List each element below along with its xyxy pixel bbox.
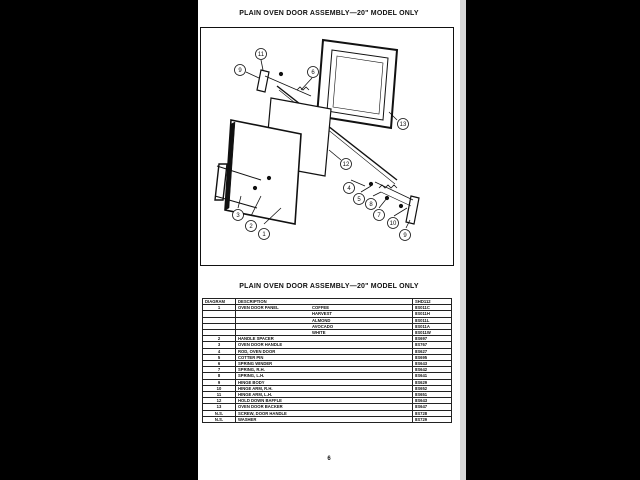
- callout-9-left: [235, 65, 260, 79]
- cell-description: [236, 404, 413, 410]
- description-text: HANDLE SPACER: [238, 336, 274, 342]
- cell-part-number: 8S011W: [413, 330, 452, 336]
- exploded-diagram-frame: [200, 27, 454, 266]
- cell-diagram-number: 7: [203, 367, 236, 373]
- svg-text:7: 7: [377, 213, 381, 220]
- cell-description: [236, 410, 413, 416]
- table-row: [203, 317, 452, 323]
- page-number: 6: [327, 456, 331, 462]
- table-row: [203, 373, 452, 379]
- color-variant: [312, 411, 410, 416]
- cell-description: [236, 392, 413, 398]
- cell-part-number: 8S728: [413, 410, 452, 416]
- callout-9-right: [400, 220, 411, 241]
- header-part-number: SHD112: [413, 299, 452, 305]
- cell-part-number: 8S011H: [413, 311, 452, 317]
- cell-part-number: 8S647: [413, 404, 452, 410]
- cell-description: [236, 354, 413, 360]
- header-diagram: DIAGRAM: [203, 299, 236, 305]
- cell-diagram-number: 10: [203, 385, 236, 391]
- table-row: [203, 330, 452, 336]
- spring: [379, 185, 397, 188]
- cell-description: [236, 361, 413, 367]
- description-text: [238, 324, 312, 329]
- svg-text:9: 9: [403, 233, 407, 240]
- cell-part-number: 8S729: [413, 416, 452, 422]
- description-text: [238, 311, 312, 316]
- hinge-arm-lh: [257, 70, 269, 92]
- description-text: SPRING, L.H.: [238, 373, 265, 379]
- cell-part-number: 8S627: [413, 348, 452, 354]
- exploded-diagram: [201, 28, 453, 265]
- color-variant: [312, 392, 410, 397]
- cell-description: [236, 367, 413, 373]
- description-text: [238, 330, 312, 335]
- cell-description: [236, 385, 413, 391]
- color-variant: [312, 355, 410, 360]
- cell-diagram-number: 4: [203, 348, 236, 354]
- cell-description: [236, 398, 413, 404]
- table-title: PLAIN OVEN DOOR ASSEMBLY—20" MODEL ONLY: [239, 283, 419, 290]
- cell-description: [236, 336, 413, 342]
- callout-11: [256, 49, 267, 71]
- color-variant: [312, 373, 410, 378]
- color-variant: [312, 417, 410, 422]
- svg-text:8: 8: [369, 202, 373, 209]
- color-variant: [312, 349, 410, 354]
- svg-text:13: 13: [399, 122, 407, 129]
- callout-6: [301, 67, 319, 91]
- svg-text:5: 5: [357, 197, 361, 204]
- cell-part-number: 8S641: [413, 373, 452, 379]
- table-row: [203, 379, 452, 385]
- cell-diagram-number: 5: [203, 354, 236, 360]
- table-row: [203, 367, 452, 373]
- color-variant: [312, 380, 410, 385]
- oven-door-handle: [215, 164, 227, 200]
- cell-part-number: 8S011A: [413, 323, 452, 329]
- table-row: [203, 398, 452, 404]
- cell-part-number: 8S651: [413, 392, 452, 398]
- color-variant: HARVEST: [312, 311, 332, 317]
- table-row: [203, 342, 452, 348]
- description-text: OVEN DOOR PANEL: [238, 305, 279, 311]
- cell-description: [236, 330, 413, 336]
- cell-diagram-number: 11: [203, 392, 236, 398]
- description-text: [238, 318, 312, 323]
- svg-text:4: 4: [347, 186, 351, 193]
- description-text: HINGE ARM, L.H.: [238, 392, 273, 398]
- color-variant: [312, 342, 410, 347]
- description-text: HINGE ARM, R.H.: [238, 385, 273, 391]
- cell-part-number: 8S652: [413, 385, 452, 391]
- page-edge: [460, 0, 466, 480]
- cell-description: [236, 323, 413, 329]
- table-row: [203, 305, 452, 311]
- description-text: OVEN DOOR HANDLE: [238, 342, 283, 348]
- cell-description: [236, 348, 413, 354]
- table-row: [203, 416, 452, 422]
- table-row: [203, 348, 452, 354]
- color-variant: WHITE: [312, 330, 326, 336]
- table-row: [203, 392, 452, 398]
- color-variant: [312, 386, 410, 391]
- color-variant: [312, 367, 410, 372]
- svg-text:3: 3: [236, 213, 240, 220]
- table-row: [203, 323, 452, 329]
- cell-diagram-number: N.S.: [203, 416, 236, 422]
- description-text: HOLD DOWN BAFFLE: [238, 398, 282, 404]
- color-variant: [312, 336, 410, 341]
- color-variant: [312, 398, 410, 403]
- svg-text:1: 1: [262, 232, 266, 239]
- color-variant: AVOCADO: [312, 323, 334, 329]
- svg-text:12: 12: [342, 162, 350, 169]
- cell-description: [236, 305, 413, 311]
- svg-text:10: 10: [389, 221, 397, 228]
- parts-table-body: [203, 305, 452, 423]
- cell-part-number: 8S011L: [413, 317, 452, 323]
- cell-part-number: 8S697: [413, 336, 452, 342]
- cell-part-number: 8S642: [413, 367, 452, 373]
- oven-door-backer-window: [327, 50, 388, 120]
- cell-part-number: 8S643: [413, 398, 452, 404]
- color-variant: [312, 404, 410, 409]
- callout-10: [388, 208, 408, 229]
- description-text: WASHER: [238, 416, 257, 422]
- cell-diagram-number: 3: [203, 342, 236, 348]
- cell-diagram-number: N.S.: [203, 410, 236, 416]
- table-row: [203, 385, 452, 391]
- color-variant: ALMOND: [312, 317, 331, 323]
- cell-description: [236, 379, 413, 385]
- table-row: [203, 354, 452, 360]
- parts-table: [202, 298, 452, 423]
- table-row: [203, 410, 452, 416]
- color-variant: [312, 361, 410, 366]
- cell-part-number: 8S629: [413, 379, 452, 385]
- description-text: ROD, OVEN DOOR: [238, 348, 276, 354]
- table-row: [203, 311, 452, 317]
- callout-12: [329, 150, 352, 170]
- parts-sheet: [198, 0, 460, 480]
- cell-diagram-number: 2: [203, 336, 236, 342]
- table-row: [203, 404, 452, 410]
- cell-diagram-number: 13: [203, 404, 236, 410]
- svg-text:9: 9: [238, 68, 242, 75]
- description-text: SPRING, R.H.: [238, 367, 265, 373]
- description-text: SPRING WINDER: [238, 361, 273, 367]
- cell-description: [236, 416, 413, 422]
- diagram-title: PLAIN OVEN DOOR ASSEMBLY—20" MODEL ONLY: [239, 10, 419, 17]
- cell-description: [236, 342, 413, 348]
- cell-description: [236, 373, 413, 379]
- cell-description: [236, 317, 413, 323]
- cell-part-number: 8S011C: [413, 305, 452, 311]
- callout-8: [366, 192, 382, 210]
- svg-text:2: 2: [249, 224, 253, 231]
- cell-part-number: 8S695: [413, 354, 452, 360]
- cell-diagram-number: 8: [203, 373, 236, 379]
- cell-diagram-number: 12: [203, 398, 236, 404]
- cell-diagram-number: 9: [203, 379, 236, 385]
- color-variant: COFFEE: [312, 305, 329, 311]
- header-description: DESCRIPTION: [236, 299, 413, 305]
- cell-diagram-number: 6: [203, 361, 236, 367]
- description-text: OVEN DOOR BACKER: [238, 404, 283, 410]
- svg-text:6: 6: [311, 70, 315, 77]
- svg-text:11: 11: [257, 52, 265, 59]
- table-row: [203, 336, 452, 342]
- description-text: HINGE BODY: [238, 379, 265, 385]
- description-text: SCREW, DOOR HANDLE: [238, 410, 287, 416]
- cell-description: [236, 311, 413, 317]
- description-text: COTTER PIN: [238, 354, 264, 360]
- cell-part-number: 8S767: [413, 342, 452, 348]
- cell-diagram-number: 1: [203, 305, 236, 311]
- cell-part-number: 8S643: [413, 361, 452, 367]
- table-row: [203, 361, 452, 367]
